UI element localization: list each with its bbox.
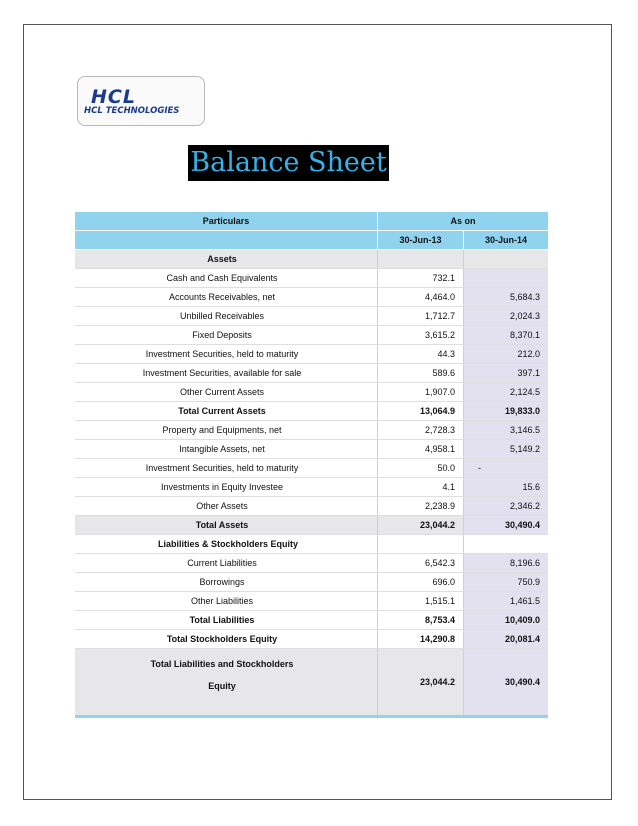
- row-label: Investment Securities, held to maturity: [145, 349, 299, 359]
- total-row: [75, 630, 548, 649]
- value-2013: 732.1: [377, 269, 463, 287]
- row-label: Unbilled Receivables: [179, 311, 265, 321]
- value-2013: 13,064.9: [377, 402, 463, 420]
- table-row: [75, 364, 548, 383]
- row-label: Investment Securities, available for sale: [142, 368, 302, 378]
- value-2014: 750.9: [463, 573, 548, 591]
- row-label: Borrowings: [199, 577, 245, 587]
- value-2014: 3,146.5: [463, 421, 548, 439]
- value-2013: 1,515.1: [377, 592, 463, 610]
- value-2014: [463, 269, 548, 287]
- table-row: [75, 307, 548, 326]
- header-particulars: Particulars: [202, 216, 250, 226]
- value-2013: 1,907.0: [377, 383, 463, 401]
- value-2014: 2,346.2: [463, 497, 548, 515]
- value-2014: 10,409.0: [463, 611, 548, 629]
- company-logo: [77, 76, 205, 126]
- row-label: Total Assets: [75, 516, 377, 534]
- empty-cell: [377, 250, 463, 268]
- value-2013: 8,753.4: [377, 611, 463, 629]
- value-2013: 1,712.7: [377, 307, 463, 325]
- row-label: Other Liabilities: [190, 596, 254, 606]
- row-label: Property and Equipments, net: [162, 425, 282, 435]
- value-2014: 2,124.5: [463, 383, 548, 401]
- value-2014: 2,024.3: [463, 307, 548, 325]
- empty-cell: [463, 250, 548, 268]
- table-date-row: [75, 231, 548, 250]
- value-2014: 19,833.0: [463, 402, 548, 420]
- value-2014: 8,196.6: [463, 554, 548, 572]
- table-row: [75, 421, 548, 440]
- table-row: [75, 459, 548, 478]
- header-blank: [75, 231, 377, 249]
- value-2014: 5,149.2: [463, 440, 548, 458]
- grand-total-2013: 23,044.2: [377, 649, 463, 715]
- row-label: Investments in Equity Investee: [160, 482, 284, 492]
- value-2014: 15.6: [463, 478, 548, 496]
- total-row: [75, 402, 548, 421]
- document-page: [23, 24, 612, 800]
- table-row: [75, 497, 548, 516]
- section-assets-row: [75, 250, 548, 269]
- header-date-2014: 30-Jun-14: [463, 231, 548, 249]
- logo-subtitle: HCL TECHNOLOGIES: [84, 106, 180, 116]
- value-2014: 1,461.5: [463, 592, 548, 610]
- table-row: [75, 440, 548, 459]
- table-header-row: [75, 212, 548, 231]
- section-liabilities-row: [75, 535, 548, 554]
- row-label: Total Current Assets: [178, 406, 266, 416]
- value-2013: 696.0: [377, 573, 463, 591]
- value-2014: 30,490.4: [463, 516, 548, 534]
- value-2013: 44.3: [377, 345, 463, 363]
- grand-total-label-line1: Total Liabilities and Stockholders: [150, 659, 294, 669]
- value-2013: 2,728.3: [377, 421, 463, 439]
- logo-mark: HCL: [91, 86, 136, 108]
- row-label: Current Liabilities: [187, 558, 257, 568]
- value-2013: 4.1: [377, 478, 463, 496]
- value-2014: 20,081.4: [463, 630, 548, 648]
- value-2013: 14,290.8: [377, 630, 463, 648]
- total-row: [75, 611, 548, 630]
- value-2013: 4,464.0: [377, 288, 463, 306]
- row-label: Investment Securities, held to maturity: [145, 463, 299, 473]
- value-2013: 2,238.9: [377, 497, 463, 515]
- row-label: Total Stockholders Equity: [166, 634, 278, 644]
- empty-cell: [463, 535, 548, 553]
- row-label: Other Assets: [196, 501, 248, 511]
- row-label: Intangible Assets, net: [179, 444, 265, 454]
- table-row: [75, 383, 548, 402]
- value-2013: 50.0: [377, 459, 463, 477]
- value-2013: 4,958.1: [377, 440, 463, 458]
- table-row: [75, 288, 548, 307]
- table-row: [75, 573, 548, 592]
- value-2014: -: [463, 459, 548, 477]
- value-2014: 8,370.1: [463, 326, 548, 344]
- value-2013: 589.6: [377, 364, 463, 382]
- page-title: Balance Sheet: [188, 145, 389, 181]
- table-row: [75, 478, 548, 497]
- grand-total-label-line2: Equity: [208, 681, 236, 691]
- value-2014: 397.1: [463, 364, 548, 382]
- section-assets-label: Assets: [75, 250, 377, 268]
- total-row: [75, 516, 548, 535]
- grand-total-row: [75, 649, 548, 718]
- grand-total-label: [75, 649, 377, 715]
- row-label: Cash and Cash Equivalents: [166, 273, 278, 283]
- grand-total-2014: 30,490.4: [463, 649, 548, 715]
- value-2014: 212.0: [463, 345, 548, 363]
- table-row: [75, 345, 548, 364]
- table-row: [75, 592, 548, 611]
- row-label: Total Liabilities: [189, 615, 255, 625]
- table-row: [75, 326, 548, 345]
- row-label: Accounts Receivables, net: [168, 292, 276, 302]
- value-2013: 3,615.2: [377, 326, 463, 344]
- header-date-2013: 30-Jun-13: [377, 231, 463, 249]
- value-2014: 5,684.3: [463, 288, 548, 306]
- section-liabilities-label: Liabilities & Stockholders Equity: [158, 539, 299, 549]
- table-row: [75, 269, 548, 288]
- empty-cell: [377, 535, 463, 553]
- row-label: Fixed Deposits: [192, 330, 252, 340]
- value-2013: 23,044.2: [377, 516, 463, 534]
- value-2013: 6,542.3: [377, 554, 463, 572]
- balance-sheet-table: [75, 212, 548, 718]
- row-label: Other Current Assets: [179, 387, 265, 397]
- header-as-on: As on: [377, 212, 548, 230]
- table-row: [75, 554, 548, 573]
